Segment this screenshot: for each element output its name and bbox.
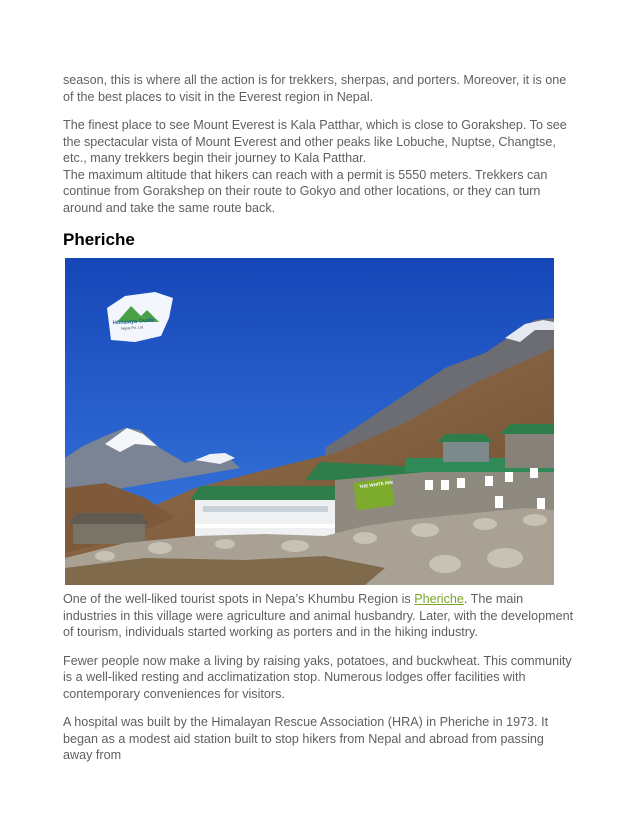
top-right-building <box>505 430 554 468</box>
paragraph-max-altitude: The maximum altitude that hikers can reach with a permit is 5550 meters. Trekkers can continue from Gorakshep on their route to Gokyo and other locations, or they can turn around and take the same route back. <box>63 167 548 215</box>
intro-text-before: One of the well-liked tourist spots in Nepa’s Khumbu Region is <box>63 592 415 606</box>
lodge-white-roof <box>190 486 348 500</box>
logo-text: Himalaya Guide <box>112 317 155 327</box>
company-logo <box>107 292 173 342</box>
intro-text-after: . The main industries in this village were agriculture and animal husbandry. Later, with the development of tourism, individuals started working as porters and in the hiking industry. <box>63 592 574 639</box>
section-heading-pheriche: Pheriche <box>63 230 135 249</box>
pheriche-link[interactable]: Pheriche <box>414 592 464 606</box>
paragraph-livelihood: Fewer people now make a living by raising yaks, potatoes, and buckwheat. This community is a well-liked resting and acclimatization stop. Numerous lodges offer facilities with contemporary conveniences for visitors. <box>63 653 572 701</box>
pheriche-photo <box>65 258 554 585</box>
paragraph-season: season, this is where all the action is for trekkers, sherpas, and porters. Moreover, it is one of the best places to visit in the Everest region in Nepal. <box>63 73 567 104</box>
paragraph-kala-patthar: The finest place to see Mount Everest is Kala Patthar, which is close to Gorakshep. To see the spectacular vista of Mount Everest and other peaks like Lobuche, Nuptse, Changtse, etc., many trekkers begin their journey to Kala Patthar. <box>63 118 567 165</box>
paragraph-pheriche-intro <box>63 591 575 641</box>
lodge-white-wall <box>195 498 335 536</box>
paragraph-hospital: A hospital was built by the Himalayan Rescue Association (HRA) in Pheriche in 1973. It began as a modest aid station built to stop hikers from Nepal and abroad from passing away from <box>63 715 549 762</box>
lodge-sign-text: THE WHITE INN <box>358 479 394 490</box>
upper-building <box>443 440 489 462</box>
logo-subtext: Nepal Pvt. Ltd. <box>120 325 145 331</box>
document-page <box>63 72 575 776</box>
